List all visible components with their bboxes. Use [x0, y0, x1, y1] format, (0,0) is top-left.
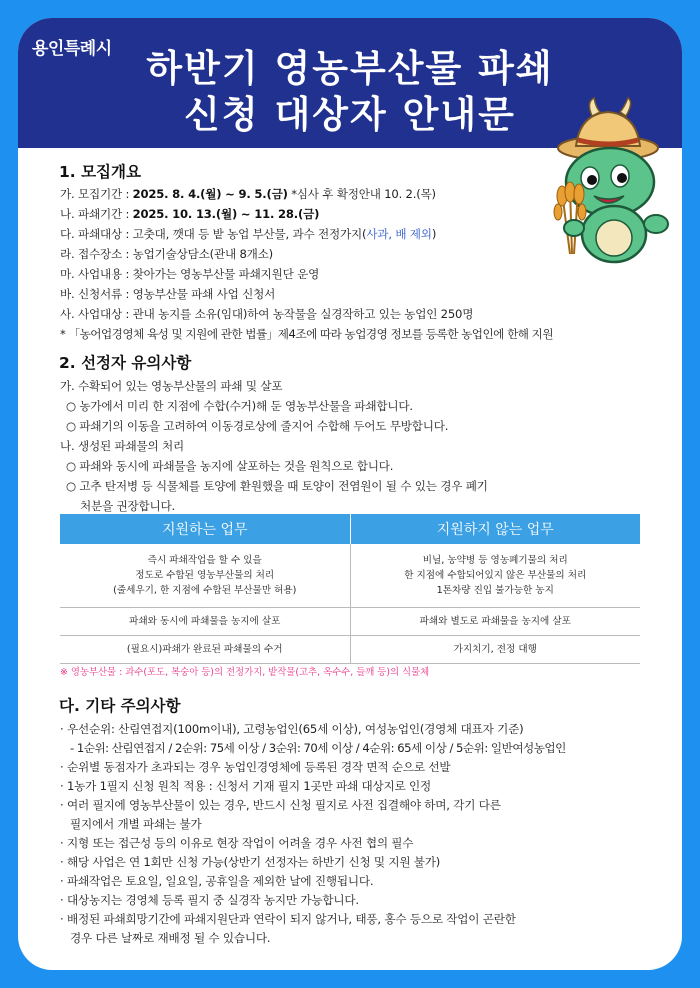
list-item: · 우선순위: 산림연접지(100m이내), 고령농업인(65세 이상), 여성농업인(경영체 대표자 기준) — [60, 722, 524, 736]
list-item: · 해당 사업은 연 1회만 신청 가능(상반기 선정자는 하반기 신청 및 지원 불가) — [60, 855, 441, 869]
section-1-title: 1. 모집개요 — [59, 163, 141, 181]
list-item: 가. 모집기간 : 2025. 8. 4.(월) ~ 9. 5.(금) *심사 후 확정안내 10. 2.(목) — [60, 187, 436, 201]
list-item: · 순위별 동점자가 초과되는 경우 농업인경영체에 등록된 경작 면적 순으로 선발 — [60, 760, 451, 774]
list-item: 필지에서 개별 파쇄는 불가 — [70, 817, 202, 831]
list-item: 처분을 권장합니다. — [80, 499, 175, 513]
section-3-title: 다. 기타 주의사항 — [59, 697, 181, 715]
table-cell: 파쇄와 별도로 파쇄물을 농지에 살포 — [419, 616, 571, 627]
table-cell: 파쇄와 동시에 파쇄물을 농지에 살포 — [60, 608, 351, 635]
title-line-1: 하반기 영농부산물 파쇄 — [146, 47, 554, 90]
list-item: ○ 고추 탄저병 등 식물체를 토양에 환원했을 때 토양이 전염원이 될 수 있는 경우 폐기 — [66, 479, 488, 493]
list-item: · 배정된 파쇄희망기간에 파쇄지원단과 연락이 되지 않거나, 태풍, 홍수 등으로 작업이 곤란한 — [60, 912, 516, 926]
table-row — [60, 544, 640, 608]
list-item: · 지형 또는 접근성 등의 이유로 현장 작업이 어려울 경우 사전 협의 필수 — [60, 836, 414, 850]
list-item: · 파쇄작업은 토요일, 일요일, 공휴일을 제외한 날에 진행됩니다. — [60, 874, 374, 888]
table-row — [60, 636, 640, 664]
column-header-supported: 지원하는 업무 — [60, 514, 351, 544]
list-item: - 1순위: 산림연접지 / 2순위: 75세 이상 / 3순위: 70세 이상 / 4순위: 65세 이상 / 5순위: 일반여성농업인 — [70, 741, 566, 755]
list-item: 마. 사업내용 : 찾아가는 영농부산물 파쇄지원단 운영 — [60, 267, 320, 281]
table-cell: 가지치기, 전정 대행 — [453, 644, 537, 655]
table-cell: (필요시)파쇄가 완료된 파쇄물의 수거 — [60, 636, 351, 663]
list-item: 나. 파쇄기간 : 2025. 10. 13.(월) ~ 11. 28.(금) — [60, 207, 320, 221]
list-item: 가. 수확되어 있는 영농부산물의 파쇄 및 살포 — [60, 379, 283, 393]
section-2-title: 2. 선정자 유의사항 — [59, 354, 192, 372]
list-item: 바. 신청서류 : 영농부산물 파쇄 사업 신청서 — [60, 287, 276, 301]
list-item: 라. 접수장소 : 농업기술상담소(관내 8개소) — [60, 247, 273, 261]
footnote: * 「농어업경영체 육성 및 지원에 관한 법률」제4조에 따라 농업경영 정보를 등록한 농업인에 한해 지원 — [60, 327, 554, 341]
support-table — [60, 514, 640, 664]
list-item: ○ 파쇄와 동시에 파쇄물을 농지에 살포하는 것을 원칙으로 합니다. — [66, 459, 394, 473]
list-item: 사. 사업대상 : 관내 농지를 소유(임대)하여 농작물을 실경작하고 있는 농업인 250명 — [60, 307, 474, 321]
notice-card — [18, 18, 682, 970]
table-header — [60, 514, 640, 544]
list-item: 나. 생성된 파쇄물의 처리 — [60, 439, 184, 453]
list-item: · 여러 필지에 영농부산물이 있는 경우, 반드시 신청 필지로 사전 집결해야 하며, 각기 다른 — [60, 798, 501, 812]
table-cell: 비닐, 농약병 등 영농폐기물의 처리 한 지점에 수합되어있지 않은 부산물의 처리 1톤차량 진입 불가능한 농지 — [404, 555, 587, 596]
table-cell: 즉시 파쇄작업을 할 수 있을 정도로 수합된 영농부산물의 처리 (줄세우기, 한 지점에 수합된 부산물만 허용) — [60, 544, 351, 607]
column-header-unsupported: 지원하지 않는 업무 — [351, 514, 641, 544]
table-note: ※ 영농부산물 : 과수(포도, 복숭아 등)의 전정가지, 밭작물(고추, 옥수수, 들깨 등)의 식물체 — [60, 667, 430, 678]
title-line-2: 신청 대상자 안내문 — [184, 93, 516, 136]
list-item: · 대상농지는 경영체 등록 필지 중 실경작 농지만 가능합니다. — [60, 893, 359, 907]
list-item: 경우 다른 날짜로 재배정 될 수 있습니다. — [70, 931, 271, 945]
list-item: ○ 농가에서 미리 한 지점에 수합(수거)해 둔 영농부산물을 파쇄합니다. — [66, 399, 413, 413]
list-item: 다. 파쇄대상 : 고춧대, 깻대 등 밭 농업 부산물, 과수 전정가지(사과, 배 제외) — [60, 227, 437, 241]
logo-text: 용인특례시 — [32, 39, 112, 59]
list-item: · 1농가 1필지 신청 원칙 적용 : 신청서 기재 필지 1곳만 파쇄 대상지로 인정 — [60, 779, 432, 793]
table-row — [60, 608, 640, 636]
list-item: ○ 파쇄기의 이동을 고려하여 이동경로상에 줄지어 수합해 두어도 무방합니다. — [66, 419, 449, 433]
dragon-mascot-icon — [542, 96, 672, 266]
